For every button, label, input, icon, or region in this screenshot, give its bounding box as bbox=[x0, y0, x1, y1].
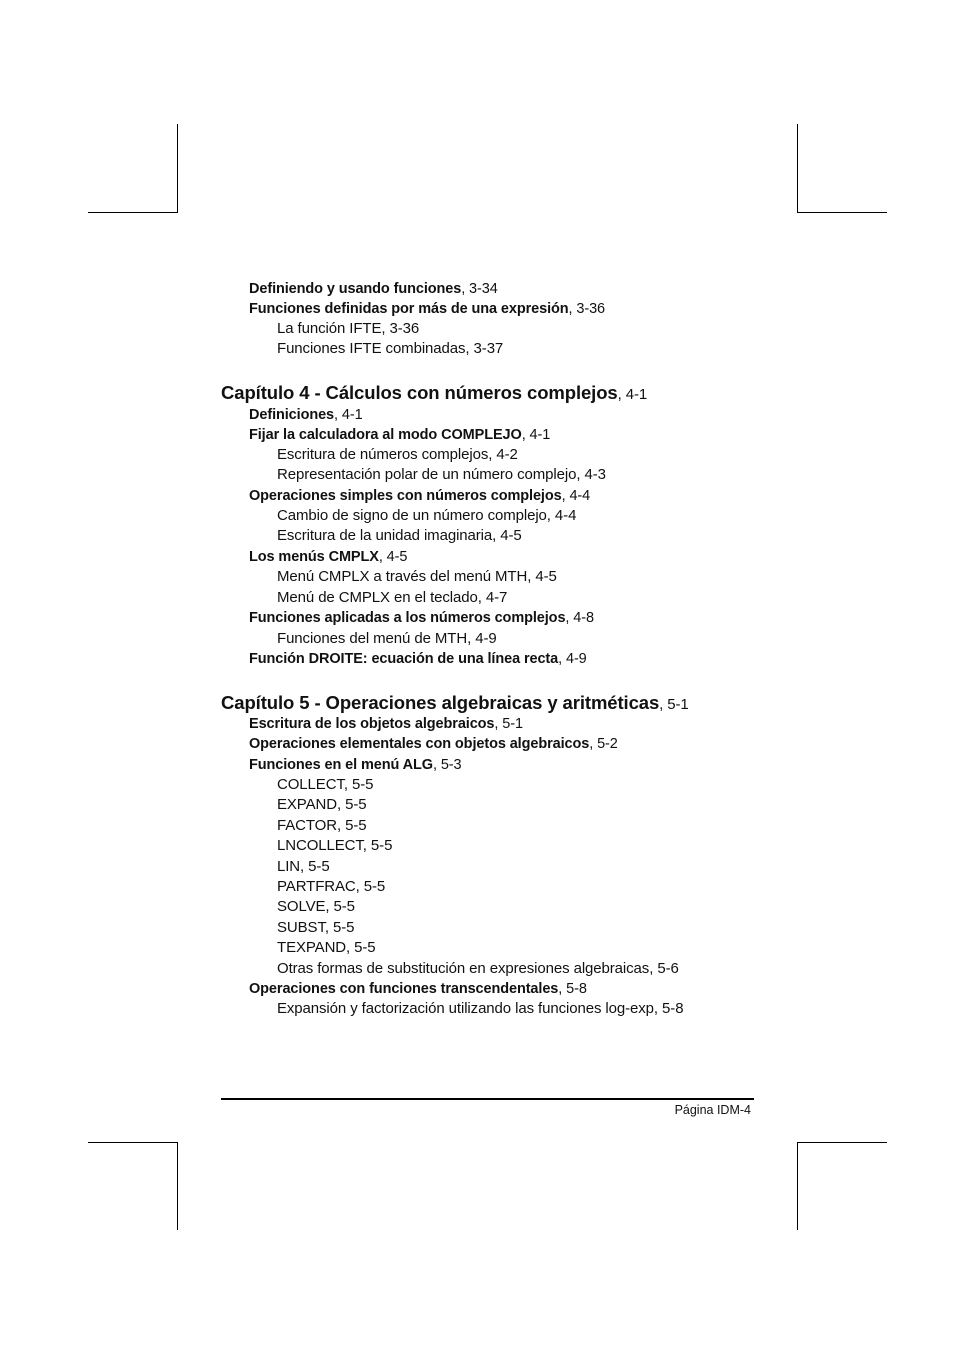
toc-subentry: Representación polar de un número complejo, 4-3 bbox=[277, 466, 606, 483]
toc-entry-page: , 4-1 bbox=[521, 427, 551, 443]
toc-entry bbox=[249, 405, 363, 425]
toc-entry-page: , 3-34 bbox=[461, 281, 498, 297]
toc-subentry: Cambio de signo de un número complejo, 4-4 bbox=[277, 507, 577, 524]
toc-entry bbox=[249, 755, 462, 775]
toc-entry-page: , 4-9 bbox=[558, 651, 587, 667]
toc-subentry: SOLVE, 5-5 bbox=[277, 898, 355, 915]
toc-subentry: COLLECT, 5-5 bbox=[277, 776, 374, 793]
toc-entry bbox=[249, 714, 523, 734]
chapter-heading bbox=[221, 381, 647, 407]
toc-entry-title: Operaciones simples con números complejos bbox=[249, 488, 562, 504]
toc-entry-title: Operaciones elementales con objetos algebraicos bbox=[249, 736, 590, 752]
toc-entry bbox=[249, 649, 587, 669]
toc-entry-title: Fijar la calculadora al modo COMPLEJO bbox=[249, 427, 522, 443]
toc-subentry: Menú de CMPLX en el teclado, 4-7 bbox=[277, 589, 508, 606]
toc-entry-title: Funciones aplicadas a los números complejos bbox=[249, 610, 566, 626]
toc-entry-title: Definiciones bbox=[249, 407, 335, 423]
toc-entry bbox=[249, 425, 550, 445]
toc-entry-title: Los menús CMPLX bbox=[249, 549, 379, 565]
toc-subentry: Funciones IFTE combinadas, 3-37 bbox=[277, 340, 504, 357]
toc-entry-page: , 3-36 bbox=[568, 301, 605, 317]
toc-entry-page: , 5-2 bbox=[589, 736, 618, 752]
toc-entry-page: , 5-1 bbox=[494, 716, 523, 732]
footer-rule bbox=[221, 1098, 754, 1100]
chapter-title: Capítulo 5 - Operaciones algebraicas y aritméticas bbox=[221, 692, 660, 713]
toc-entry-page: , 4-8 bbox=[565, 610, 594, 626]
toc-subentry: LNCOLLECT, 5-5 bbox=[277, 837, 393, 854]
toc-subentry: Funciones del menú de MTH, 4-9 bbox=[277, 630, 497, 647]
toc-subentry: FACTOR, 5-5 bbox=[277, 817, 367, 834]
toc-entry-title: Escritura de los objetos algebraicos bbox=[249, 716, 495, 732]
toc-subentry: Escritura de números complejos, 4-2 bbox=[277, 446, 518, 463]
toc-entry-page: , 4-5 bbox=[378, 549, 408, 565]
toc-subentry: PARTFRAC, 5-5 bbox=[277, 878, 386, 895]
toc-subentry: Escritura de la unidad imaginaria, 4-5 bbox=[277, 527, 522, 544]
toc-entry-title: Funciones en el menú ALG bbox=[249, 757, 433, 773]
page-number: Página IDM-4 bbox=[674, 1103, 751, 1117]
toc-entry-page: , 4-4 bbox=[561, 488, 591, 504]
toc-subentry: TEXPAND, 5-5 bbox=[277, 939, 376, 956]
toc-entry-title: Función DROITE: ecuación de una línea recta bbox=[249, 651, 559, 667]
toc-entry bbox=[249, 547, 407, 567]
toc-subentry: La función IFTE, 3-36 bbox=[277, 320, 420, 337]
chapter-page: , 5-1 bbox=[659, 696, 689, 713]
toc-entry bbox=[249, 486, 590, 506]
toc-entry-title: Definiendo y usando funciones bbox=[249, 281, 462, 297]
toc-subentry: Otras formas de substitución en expresiones algebraicas, 5-6 bbox=[277, 960, 679, 977]
toc-entry bbox=[249, 279, 498, 299]
toc-subentry: Menú CMPLX a través del menú MTH, 4-5 bbox=[277, 568, 557, 585]
toc-entry-page: , 5-8 bbox=[558, 981, 587, 997]
toc-subentry: EXPAND, 5-5 bbox=[277, 796, 367, 813]
toc-subentry: LIN, 5-5 bbox=[277, 858, 330, 875]
toc-subentry: SUBST, 5-5 bbox=[277, 919, 355, 936]
toc-subentry: Expansión y factorización utilizando las funciones log-exp, 5-8 bbox=[277, 1000, 684, 1017]
toc-entry-title: Funciones definidas por más de una expresión bbox=[249, 301, 569, 317]
chapter-page: , 4-1 bbox=[617, 386, 648, 403]
toc-entry bbox=[249, 734, 618, 754]
toc-entry bbox=[249, 299, 605, 319]
toc-entry-page: , 5-3 bbox=[432, 757, 462, 773]
toc-entry-page: , 4-1 bbox=[334, 407, 363, 423]
chapter-title: Capítulo 4 - Cálculos con números complejos bbox=[221, 382, 618, 403]
toc-entry bbox=[249, 979, 587, 999]
toc-entry-title: Operaciones con funciones transcendentales bbox=[249, 981, 559, 997]
toc-entry bbox=[249, 608, 594, 628]
